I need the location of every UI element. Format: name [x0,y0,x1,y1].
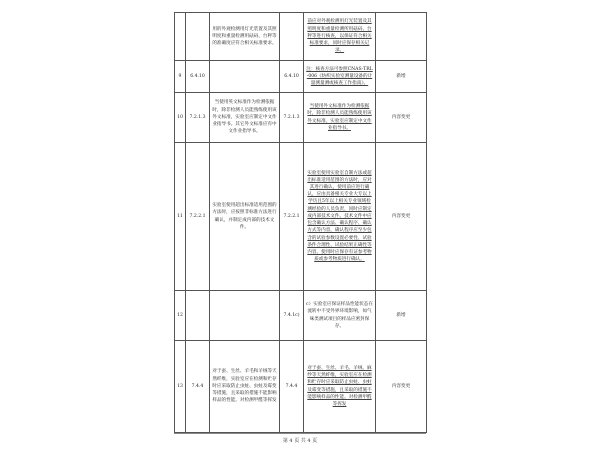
old-clause: 7.2.2.1 [186,143,210,291]
change-note: 内容变更 [376,93,427,143]
change-note: 新增 [376,291,427,341]
footer-divider [174,433,426,434]
new-text [304,341,376,433]
table-row [175,291,427,341]
table-row [175,61,427,93]
new-text-content: 注：核查方法可参照CNAS-TRL-006《纺织实验室测量设备的计量测量测或核查工作指南》。 [306,66,373,87]
row-number: 9 [175,61,186,93]
new-text [304,291,376,341]
old-clause: 7.4.4 [186,341,210,433]
old-clause [186,13,210,61]
page-footer: 第 4 页 共 4 页 [282,438,318,444]
new-text [304,13,376,61]
table-row [175,13,427,61]
new-text-content: c）实验室应保证样品性能状态在流转中不受外界环境影响，如气味类测试项目的样品应密封保存。 [306,302,373,329]
table-row [175,341,427,433]
row-number [175,13,186,61]
new-clause: 7.4.1c) [280,291,304,341]
new-text-content: 当使用外文标准作为检测依据时，除非检测人员能熟练使用该外文标准，实验室应制定中文作业指导书。 [307,104,372,131]
old-clause: 7.2.1.3 [186,93,210,143]
new-clause: 7.4.4 [280,341,304,433]
old-text: 当使用英文标准作为检测依据时，除非检测人员能熟练使用该外文标准，实验室应制定中文作业指导书。其它外文标准应有中文作业指导书。 [210,93,280,143]
old-text [210,61,280,93]
change-note: 内容变更 [376,341,427,433]
row-number: 11 [175,143,186,291]
new-clause: 7.2.2.1 [280,143,304,291]
new-clause [280,13,304,61]
old-clause [186,291,210,341]
new-clause: 7.2.1.3 [280,93,304,143]
new-text [304,143,376,291]
old-text: 实验室使用超出标准适用范围的方法时，应按照非标准方法进行确认，并制定成内部的技术文件。 [210,143,280,291]
new-text-content: 前应对外观检测用灯光装置及其照明度和重量检测所用砝码、台秤等进行核查，以保证符合相关标准要求，同时应保存相关记录。 [307,19,372,54]
new-text-content: 实验室使用实验室自制方法或超出标准适用范围的方法时，应对其进行确认，使用前应进行确认，应由具备相关专业大专以上学历且5年以上相关专业领域检测经验的人员负责，同时应制定成内部技术文件。技术文件中应包含确认方法、确认程序、确认方式等内容，确认程序应至少包含的试验参数设置必要性、试验条件合理性、试验结果正确性等内容，使用时应保存有证参考物质或参考物质进行确认。 [307,170,372,263]
table-row [175,143,427,291]
row-number: 13 [175,341,186,433]
new-text-content: 对于蚕、生丝、羊毛、羊绒、麻纱等天然纤维，实验室应在检测和贮存时应采取防止虫蛀、虫蛀及霉变等措施，且采取的措施不能影响样品的性能。对检测甲醛等挥发 [307,365,372,407]
old-text: 对于蚕、生丝、羊毛和羊绒等天然纤维，实验室应在检测和贮存时应采取防止虫蛀、虫蛀及霉变等措施，且采取的措施不能影响样品的性能。对检测甲醛等挥发 [210,341,280,433]
new-clause: 6.4.10 [280,61,304,93]
change-comparison-table [174,12,427,433]
old-text: 用的外观检测用灯光装置及其照明度和重量检测用砝码、台秤等的准确度应符合相关标准要求。 [210,13,280,61]
new-text [304,61,376,93]
old-clause: 6.4.10 [186,61,210,93]
change-note [376,13,427,61]
row-number: 10 [175,93,186,143]
change-note: 内容变更 [376,143,427,291]
change-note: 新增 [376,61,427,93]
row-number: 12 [175,291,186,341]
old-text [210,291,280,341]
new-text [304,93,376,143]
table-row [175,93,427,143]
